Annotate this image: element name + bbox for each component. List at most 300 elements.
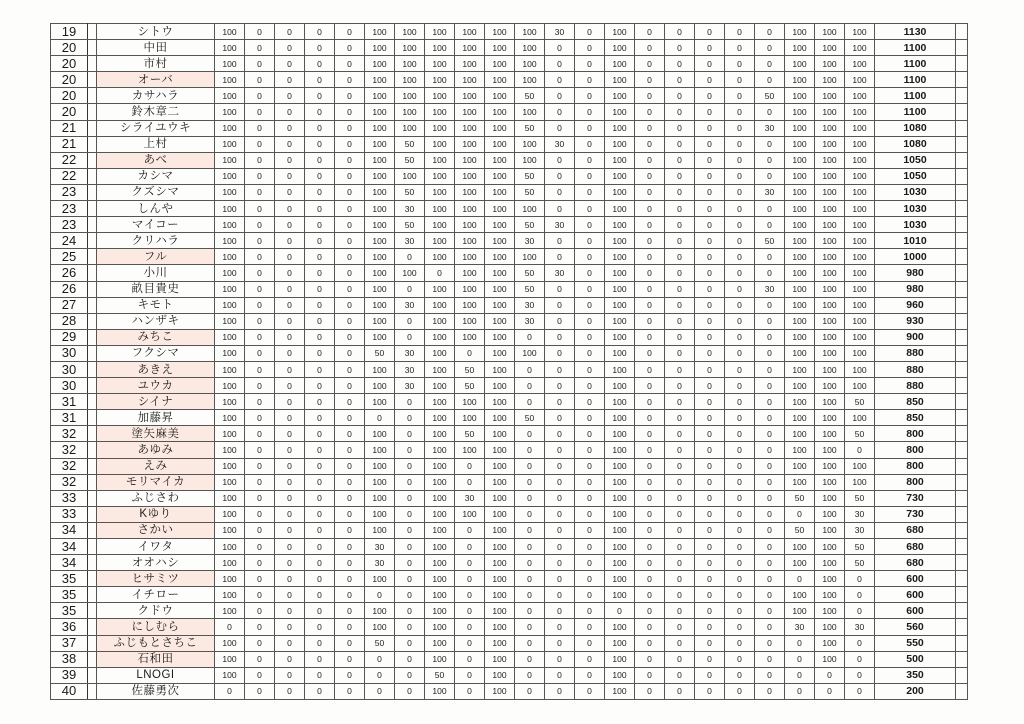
score-cell: 0 <box>575 88 605 104</box>
score-cell: 100 <box>515 152 545 168</box>
score-cell: 0 <box>515 490 545 506</box>
score-cell: 100 <box>845 217 875 233</box>
score-cell: 100 <box>815 361 845 377</box>
blank-cell <box>956 281 968 297</box>
score-cell: 0 <box>665 587 695 603</box>
score-cell: 0 <box>275 635 305 651</box>
score-cell: 0 <box>695 281 725 297</box>
score-cell: 0 <box>335 72 365 88</box>
score-cell: 0 <box>635 539 665 555</box>
score-cell: 100 <box>815 152 845 168</box>
score-cell: 100 <box>215 651 245 667</box>
player-name-cell: イワタ <box>97 539 215 555</box>
total-score-cell: 980 <box>875 281 956 297</box>
score-cell: 0 <box>845 635 875 651</box>
score-cell: 100 <box>395 168 425 184</box>
score-cell: 100 <box>845 184 875 200</box>
player-name-cell: 佐藤勇次 <box>97 683 215 699</box>
score-cell: 100 <box>365 426 395 442</box>
spacer-cell <box>88 184 97 200</box>
blank-cell <box>956 361 968 377</box>
spacer-cell <box>88 201 97 217</box>
score-cell: 100 <box>785 40 815 56</box>
score-cell: 0 <box>635 394 665 410</box>
score-cell: 0 <box>215 619 245 635</box>
score-cell: 0 <box>545 651 575 667</box>
score-cell: 0 <box>515 683 545 699</box>
score-cell: 100 <box>485 184 515 200</box>
score-cell: 50 <box>515 120 545 136</box>
score-cell: 0 <box>725 619 755 635</box>
score-cell: 100 <box>455 394 485 410</box>
score-cell: 100 <box>485 522 515 538</box>
total-score-cell: 850 <box>875 410 956 426</box>
score-cell: 0 <box>455 619 485 635</box>
total-score-cell: 1030 <box>875 184 956 200</box>
score-cell: 0 <box>305 345 335 361</box>
score-cell: 100 <box>215 152 245 168</box>
score-cell: 0 <box>575 506 605 522</box>
score-cell: 0 <box>275 201 305 217</box>
spacer-cell <box>88 635 97 651</box>
score-cell: 100 <box>365 458 395 474</box>
score-cell: 100 <box>455 233 485 249</box>
score-cell: 0 <box>305 619 335 635</box>
score-cell: 100 <box>485 667 515 683</box>
score-cell: 100 <box>455 104 485 120</box>
score-cell: 0 <box>245 555 275 571</box>
score-cell: 0 <box>785 651 815 667</box>
blank-cell <box>956 233 968 249</box>
score-cell: 0 <box>785 506 815 522</box>
score-cell: 100 <box>485 104 515 120</box>
score-cell: 0 <box>275 490 305 506</box>
table-row <box>51 603 968 619</box>
score-cell: 100 <box>815 555 845 571</box>
score-cell: 100 <box>485 555 515 571</box>
spacer-cell <box>88 458 97 474</box>
score-cell: 0 <box>665 329 695 345</box>
score-cell: 0 <box>635 40 665 56</box>
score-cell: 50 <box>365 345 395 361</box>
rank-cell: 30 <box>51 378 88 394</box>
score-cell: 0 <box>635 683 665 699</box>
blank-cell <box>956 297 968 313</box>
score-cell: 100 <box>485 201 515 217</box>
score-cell: 0 <box>725 184 755 200</box>
score-cell: 0 <box>665 571 695 587</box>
score-cell: 0 <box>575 313 605 329</box>
score-cell: 0 <box>725 394 755 410</box>
score-cell: 0 <box>575 442 605 458</box>
table-row <box>51 442 968 458</box>
score-cell: 0 <box>305 265 335 281</box>
score-cell: 50 <box>785 522 815 538</box>
score-cell: 0 <box>455 635 485 651</box>
score-cell: 100 <box>515 72 545 88</box>
total-score-cell: 500 <box>875 651 956 667</box>
score-cell: 0 <box>305 474 335 490</box>
score-cell: 100 <box>215 40 245 56</box>
score-cell: 100 <box>215 120 245 136</box>
score-cell: 100 <box>605 635 635 651</box>
score-cell: 100 <box>785 184 815 200</box>
score-cell: 100 <box>785 24 815 40</box>
score-cell: 0 <box>635 168 665 184</box>
score-cell: 100 <box>785 426 815 442</box>
score-cell: 0 <box>245 104 275 120</box>
score-cell: 0 <box>335 40 365 56</box>
score-cell: 100 <box>485 539 515 555</box>
blank-cell <box>956 24 968 40</box>
score-cell: 0 <box>665 168 695 184</box>
score-cell: 100 <box>605 394 635 410</box>
score-cell: 100 <box>815 619 845 635</box>
score-cell: 100 <box>215 313 245 329</box>
score-cell: 100 <box>455 329 485 345</box>
score-cell: 100 <box>365 217 395 233</box>
score-cell: 0 <box>305 104 335 120</box>
total-score-cell: 1030 <box>875 201 956 217</box>
score-cell: 0 <box>725 378 755 394</box>
score-cell: 0 <box>635 603 665 619</box>
score-cell: 0 <box>335 168 365 184</box>
score-cell: 0 <box>515 522 545 538</box>
score-cell: 0 <box>515 619 545 635</box>
score-cell: 0 <box>695 329 725 345</box>
rank-cell: 20 <box>51 104 88 120</box>
score-cell: 100 <box>485 474 515 490</box>
score-cell: 0 <box>245 506 275 522</box>
score-cell: 0 <box>275 329 305 345</box>
score-cell: 100 <box>485 72 515 88</box>
score-cell: 0 <box>575 217 605 233</box>
score-cell: 100 <box>815 40 845 56</box>
score-cell: 0 <box>245 667 275 683</box>
rank-cell: 32 <box>51 426 88 442</box>
score-cell: 100 <box>215 603 245 619</box>
score-cell: 100 <box>365 120 395 136</box>
total-score-cell: 800 <box>875 458 956 474</box>
score-cell: 0 <box>305 522 335 538</box>
score-cell: 100 <box>365 152 395 168</box>
score-cell: 0 <box>635 506 665 522</box>
score-cell: 0 <box>575 104 605 120</box>
score-cell: 0 <box>395 667 425 683</box>
score-cell: 0 <box>695 394 725 410</box>
score-cell: 0 <box>575 667 605 683</box>
score-cell: 0 <box>755 361 785 377</box>
score-cell: 100 <box>515 201 545 217</box>
score-cell: 0 <box>695 72 725 88</box>
score-cell: 100 <box>365 490 395 506</box>
score-cell: 0 <box>635 635 665 651</box>
score-cell: 0 <box>395 522 425 538</box>
score-cell: 0 <box>515 329 545 345</box>
score-cell: 0 <box>305 539 335 555</box>
score-cell: 0 <box>665 394 695 410</box>
blank-cell <box>956 184 968 200</box>
blank-cell <box>956 201 968 217</box>
score-cell: 0 <box>575 571 605 587</box>
spacer-cell <box>88 329 97 345</box>
score-cell: 0 <box>695 56 725 72</box>
score-cell: 50 <box>395 136 425 152</box>
score-cell: 0 <box>275 442 305 458</box>
table-row <box>51 522 968 538</box>
table-row <box>51 683 968 699</box>
score-cell: 100 <box>785 474 815 490</box>
score-cell: 0 <box>305 313 335 329</box>
score-cell: 0 <box>395 410 425 426</box>
score-cell: 0 <box>755 24 785 40</box>
score-cell: 100 <box>365 40 395 56</box>
score-cell: 0 <box>545 474 575 490</box>
score-cell: 0 <box>725 233 755 249</box>
score-cell: 100 <box>455 88 485 104</box>
player-name-cell: ユウカ <box>97 378 215 394</box>
score-cell: 0 <box>545 506 575 522</box>
score-cell: 0 <box>695 104 725 120</box>
score-cell: 100 <box>605 24 635 40</box>
score-cell: 100 <box>815 313 845 329</box>
score-cell: 50 <box>395 184 425 200</box>
score-cell: 0 <box>275 345 305 361</box>
score-cell: 0 <box>365 683 395 699</box>
score-cell: 0 <box>515 426 545 442</box>
score-cell: 0 <box>635 555 665 571</box>
score-cell: 30 <box>545 217 575 233</box>
score-cell: 100 <box>395 72 425 88</box>
score-cell: 0 <box>545 635 575 651</box>
score-cell: 100 <box>425 539 455 555</box>
score-cell: 0 <box>575 361 605 377</box>
score-cell: 0 <box>425 265 455 281</box>
score-cell: 100 <box>815 136 845 152</box>
score-cell: 0 <box>725 571 755 587</box>
rank-cell: 23 <box>51 184 88 200</box>
score-cell: 100 <box>785 265 815 281</box>
score-cell: 100 <box>605 361 635 377</box>
player-name-cell: さかい <box>97 522 215 538</box>
blank-cell <box>956 651 968 667</box>
score-cell: 0 <box>335 265 365 281</box>
spacer-cell <box>88 683 97 699</box>
score-cell: 0 <box>545 458 575 474</box>
score-cell: 0 <box>785 571 815 587</box>
score-cell: 0 <box>665 120 695 136</box>
score-cell: 0 <box>305 458 335 474</box>
score-cell: 0 <box>545 201 575 217</box>
table-row <box>51 571 968 587</box>
score-cell: 0 <box>245 217 275 233</box>
spacer-cell <box>88 297 97 313</box>
rank-cell: 19 <box>51 24 88 40</box>
rank-cell: 30 <box>51 361 88 377</box>
score-cell: 0 <box>275 136 305 152</box>
score-cell: 50 <box>755 88 785 104</box>
score-cell: 0 <box>725 539 755 555</box>
score-cell: 0 <box>335 184 365 200</box>
score-cell: 0 <box>395 635 425 651</box>
score-cell: 100 <box>785 152 815 168</box>
spacer-cell <box>88 426 97 442</box>
score-cell: 30 <box>455 490 485 506</box>
score-cell: 100 <box>485 571 515 587</box>
score-cell: 100 <box>455 40 485 56</box>
rank-cell: 34 <box>51 522 88 538</box>
score-cell: 0 <box>635 361 665 377</box>
score-cell: 0 <box>695 88 725 104</box>
score-cell: 30 <box>755 120 785 136</box>
score-cell: 100 <box>815 217 845 233</box>
player-name-cell: あゆみ <box>97 442 215 458</box>
score-cell: 0 <box>725 168 755 184</box>
score-cell: 100 <box>425 313 455 329</box>
score-cell: 100 <box>485 217 515 233</box>
player-name-cell: カシマ <box>97 168 215 184</box>
score-cell: 0 <box>515 571 545 587</box>
score-cell: 0 <box>545 120 575 136</box>
total-score-cell: 1000 <box>875 249 956 265</box>
score-cell: 0 <box>755 265 785 281</box>
total-score-cell: 1100 <box>875 72 956 88</box>
score-cell: 100 <box>785 217 815 233</box>
score-cell: 100 <box>395 120 425 136</box>
score-cell: 100 <box>365 233 395 249</box>
rank-cell: 21 <box>51 120 88 136</box>
score-cell: 0 <box>755 490 785 506</box>
score-cell: 0 <box>245 458 275 474</box>
score-cell: 100 <box>395 24 425 40</box>
total-score-cell: 680 <box>875 555 956 571</box>
score-cell: 100 <box>425 426 455 442</box>
rank-cell: 32 <box>51 442 88 458</box>
table-row <box>51 651 968 667</box>
table-row <box>51 24 968 40</box>
score-cell: 100 <box>455 168 485 184</box>
table-row <box>51 506 968 522</box>
score-cell: 100 <box>845 24 875 40</box>
score-cell: 0 <box>305 72 335 88</box>
score-cell: 0 <box>635 152 665 168</box>
score-cell: 50 <box>515 168 545 184</box>
score-cell: 0 <box>395 490 425 506</box>
score-cell: 100 <box>485 313 515 329</box>
blank-cell <box>956 265 968 281</box>
score-cell: 100 <box>365 442 395 458</box>
score-cell: 0 <box>575 474 605 490</box>
score-cell: 0 <box>635 490 665 506</box>
blank-cell <box>956 104 968 120</box>
score-cell: 100 <box>605 571 635 587</box>
score-cell: 0 <box>635 233 665 249</box>
score-cell: 0 <box>275 168 305 184</box>
score-cell: 100 <box>815 490 845 506</box>
score-cell: 0 <box>695 458 725 474</box>
score-cell: 0 <box>545 667 575 683</box>
blank-cell <box>956 458 968 474</box>
score-cell: 100 <box>785 329 815 345</box>
score-cell: 0 <box>695 667 725 683</box>
score-cell: 100 <box>845 265 875 281</box>
table-row <box>51 667 968 683</box>
score-cell: 100 <box>485 361 515 377</box>
blank-cell <box>956 136 968 152</box>
score-cell: 0 <box>245 201 275 217</box>
total-score-cell: 1080 <box>875 136 956 152</box>
score-cell: 50 <box>515 265 545 281</box>
score-cell: 100 <box>215 345 245 361</box>
score-cell: 100 <box>605 555 635 571</box>
score-cell: 100 <box>605 233 635 249</box>
player-name-cell: ふじもとさちこ <box>97 635 215 651</box>
total-score-cell: 850 <box>875 394 956 410</box>
score-cell: 0 <box>395 571 425 587</box>
score-cell: 100 <box>785 249 815 265</box>
score-cell: 0 <box>305 651 335 667</box>
score-cell: 0 <box>695 24 725 40</box>
score-cell: 0 <box>725 329 755 345</box>
score-cell: 0 <box>545 281 575 297</box>
score-cell: 100 <box>365 281 395 297</box>
spacer-cell <box>88 619 97 635</box>
score-cell: 100 <box>425 442 455 458</box>
spacer-cell <box>88 233 97 249</box>
score-cell: 100 <box>485 88 515 104</box>
score-cell: 0 <box>245 394 275 410</box>
score-cell: 0 <box>755 249 785 265</box>
spacer-cell <box>88 490 97 506</box>
table-row <box>51 72 968 88</box>
score-cell: 100 <box>425 233 455 249</box>
spacer-cell <box>88 345 97 361</box>
score-cell: 0 <box>695 619 725 635</box>
table-row <box>51 265 968 281</box>
total-score-cell: 600 <box>875 571 956 587</box>
score-cell: 0 <box>545 40 575 56</box>
table-row <box>51 394 968 410</box>
score-cell: 100 <box>785 345 815 361</box>
score-cell: 0 <box>725 410 755 426</box>
score-cell: 100 <box>215 571 245 587</box>
score-cell: 100 <box>215 72 245 88</box>
score-cell: 0 <box>665 233 695 249</box>
score-cell: 100 <box>365 329 395 345</box>
score-cell: 0 <box>305 217 335 233</box>
table-row <box>51 474 968 490</box>
score-cell: 0 <box>395 506 425 522</box>
blank-cell <box>956 410 968 426</box>
score-cell: 0 <box>845 587 875 603</box>
player-name-cell: シライユウキ <box>97 120 215 136</box>
score-cell: 100 <box>605 651 635 667</box>
score-cell: 0 <box>755 56 785 72</box>
score-cell: 0 <box>635 587 665 603</box>
total-score-cell: 1100 <box>875 88 956 104</box>
score-cell: 100 <box>425 104 455 120</box>
score-cell: 0 <box>395 555 425 571</box>
score-cell: 100 <box>485 603 515 619</box>
score-cell: 100 <box>815 522 845 538</box>
score-cell: 0 <box>275 458 305 474</box>
score-cell: 100 <box>425 184 455 200</box>
score-cell: 100 <box>425 619 455 635</box>
blank-cell <box>956 345 968 361</box>
score-cell: 0 <box>635 474 665 490</box>
score-cell: 50 <box>845 555 875 571</box>
score-cell: 0 <box>545 378 575 394</box>
